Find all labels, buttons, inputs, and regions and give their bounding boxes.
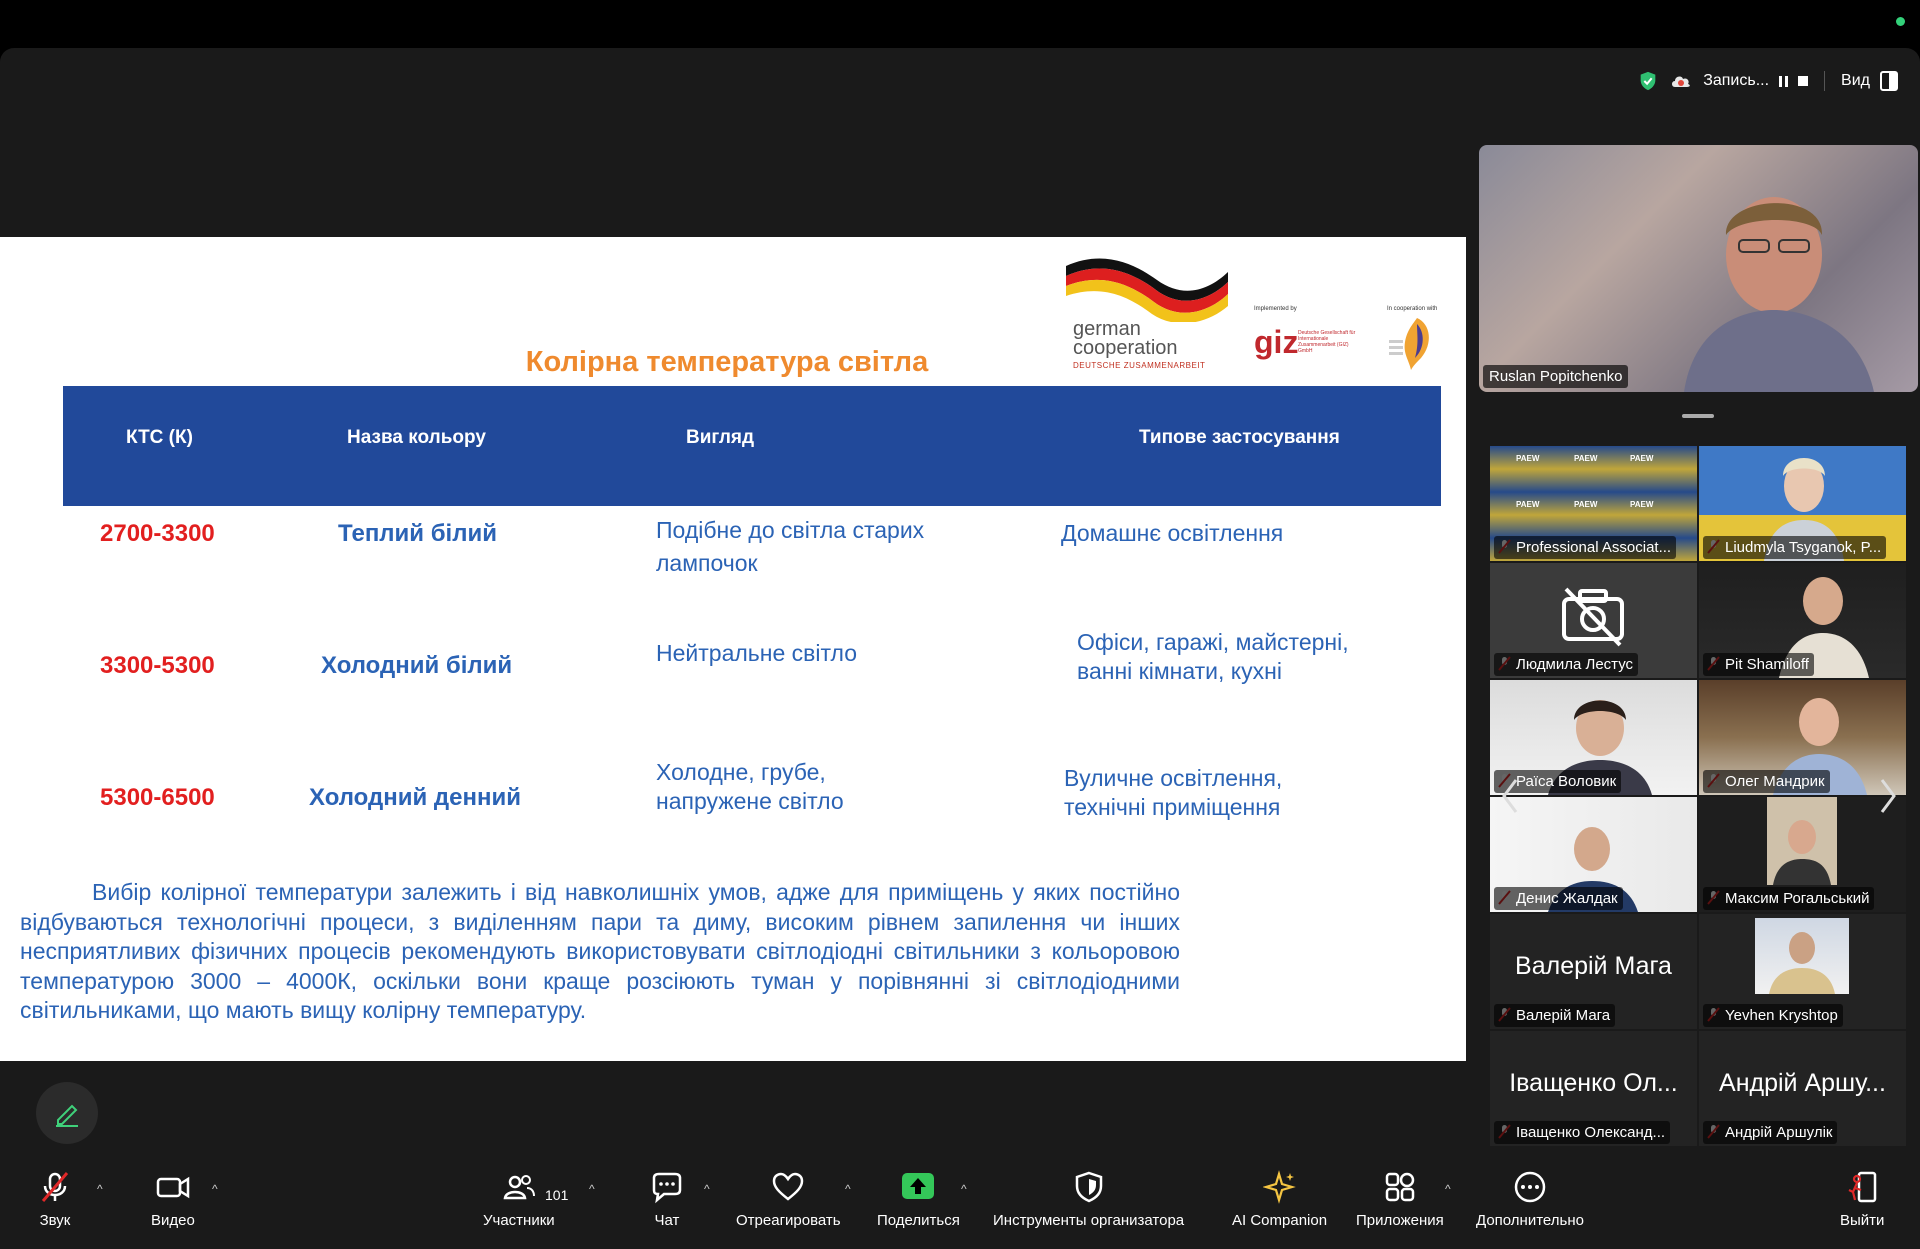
chat-button[interactable] [650,1170,684,1229]
participant-name: Pit Shamiloff [1703,653,1814,676]
topbar-divider [1824,71,1825,91]
leave-door-icon [1845,1170,1879,1204]
participant-tile[interactable] [1699,446,1906,561]
in-cooperation-text: In cooperation with [1387,306,1438,312]
view-grid-icon[interactable] [1880,71,1898,91]
shared-screen-slide [0,237,1466,1061]
more-dots-icon [1513,1170,1547,1204]
more-button[interactable] [1476,1170,1584,1229]
share-label: Поделиться [877,1212,960,1229]
participant-display-name: Іващенко Ол... [1509,1069,1678,1097]
more-label: Дополнительно [1476,1212,1584,1229]
participants-label: Участники [483,1212,555,1229]
ai-sparkle-icon [1263,1170,1297,1204]
annotate-button[interactable] [36,1082,98,1144]
participant-display-name: Андрій Аршу... [1719,1069,1886,1097]
share-options-chevron-icon[interactable]: ^ [961,1182,967,1196]
participant-silhouette-icon [1767,797,1837,885]
table-row-usage: Офіси, гаражі, майстерні, ванні кімнати, кухні [1077,629,1349,684]
participants-options-chevron-icon[interactable]: ^ [589,1182,595,1196]
giz-logo-text: giz [1254,324,1299,360]
partner-logos [1062,252,1452,370]
active-speaker-video[interactable] [1479,145,1918,392]
react-button[interactable] [736,1170,841,1229]
video-frame [1767,797,1837,885]
table-row-look: Холодне, грубе, напружене світло [656,759,844,814]
paew-logo-text: PAEW [1630,500,1654,509]
gallery-prev-arrow-icon[interactable] [1500,776,1520,816]
react-options-chevron-icon[interactable]: ^ [845,1182,851,1196]
host-tools-button[interactable] [993,1170,1184,1229]
participant-name: Денис Жалдак [1494,887,1623,910]
table-row-look: Нейтральне світло [656,640,857,666]
col-header-usage: Типове застосування [1139,427,1340,448]
table-row-name: Холодний денний [309,784,522,811]
participant-name: Людмила Лестус [1494,653,1638,676]
participant-tile[interactable] [1490,446,1697,561]
paew-logo-text: PAEW [1574,454,1598,463]
giz-description: Deutsche Gesellschaft für Internationale Zusammenarbeit (GIZ) GmbH [1298,330,1356,354]
video-label: Видео [151,1212,195,1229]
leave-button[interactable] [1840,1170,1884,1229]
col-header-color-name: Назва кольору [347,427,486,448]
participant-tile[interactable] [1699,680,1906,795]
table-row-look: Подібне до світла старих лампочок [656,517,925,576]
german-flag-logo-icon [1062,252,1232,322]
table-row-kts: 2700-3300 [100,520,215,547]
participant-name: Professional Associat... [1494,536,1676,559]
stop-recording-icon[interactable] [1798,76,1808,86]
col-header-kts: КТС (К) [126,427,193,448]
participant-name: Іващенко Олександ... [1494,1121,1670,1144]
participant-tile[interactable] [1699,914,1906,1029]
share-button[interactable] [877,1170,960,1229]
participant-name: Олег Мандрик [1703,770,1830,793]
participant-tile[interactable] [1490,914,1697,1029]
security-shield-icon[interactable] [1637,70,1659,92]
paew-logo-text: PAEW [1574,500,1598,509]
video-frame [1755,918,1849,994]
panel-drag-handle[interactable] [1682,414,1714,418]
slide-paragraph: Вибір колірної температури залежить і від навколишніх умов, адже для приміщень у яких постійно відбуваються технологічні процеси, з виділенням пари та диму, високим рівнем запилення чи інших несприятливих фізичних процесів рекомендують використовувати світлодіодні світильники з кольоровою температурою 3000 – 4000К, оскільки вони краще розсіюють туман у порівнянні зі світлодіодними світильниками, що мають вищу колірну температуру. [20,879,1180,1023]
leave-label: Выйти [1840,1212,1885,1229]
speaker-name-tag: Ruslan Popitchenko [1483,365,1628,388]
paew-logo-text: PAEW [1516,500,1540,509]
col-header-appearance: Вигляд [686,427,755,448]
view-button[interactable]: Вид [1841,72,1870,89]
status-indicator [1896,17,1905,26]
muted-microphone-icon [38,1170,72,1204]
video-camera-icon [155,1170,191,1204]
recording-label[interactable]: Запись... [1703,72,1770,89]
participant-name: Максим Рогальський [1703,887,1874,910]
participant-name: Валерій Мага [1494,1004,1615,1027]
apps-button[interactable] [1356,1170,1444,1229]
ai-companion-button[interactable] [1232,1170,1327,1229]
video-options-chevron-icon[interactable]: ^ [212,1182,218,1196]
participant-tile[interactable] [1490,563,1697,678]
german-cooperation-text: german cooperation [1073,318,1178,359]
participants-count: 101 [545,1187,569,1203]
pencil-icon [52,1098,82,1128]
table-row-kts: 5300-6500 [100,784,215,811]
meeting-toolbar [0,1160,1920,1249]
host-shield-icon [1072,1170,1106,1204]
heart-icon [771,1170,805,1204]
participant-name: Андрій Аршулік [1703,1121,1837,1144]
audio-options-chevron-icon[interactable]: ^ [97,1182,103,1196]
gc-subtitle: DEUTSCHE ZUSAMMENARBEIT [1073,361,1206,370]
audio-button[interactable] [38,1170,72,1229]
participants-button[interactable] [483,1170,555,1229]
table-row-usage: Вуличне освітлення, технічні приміщення [1064,765,1283,820]
participant-tile[interactable] [1490,1031,1697,1146]
participant-tile[interactable] [1699,797,1906,912]
chat-label: Чат [654,1212,680,1229]
participant-tile[interactable] [1699,1031,1906,1146]
table-header [63,386,1441,506]
participant-silhouette-icon [1755,918,1849,994]
react-label: Отреагировать [736,1212,841,1229]
chat-options-chevron-icon[interactable]: ^ [704,1182,710,1196]
apps-icon [1383,1170,1417,1204]
slide-title: Колірна температура світла [525,346,929,378]
cloud-recording-icon [1669,72,1693,90]
host-tools-label: Инструменты организатора [993,1212,1185,1229]
participant-display-name: Валерій Мага [1515,952,1672,980]
table-row-name: Теплий білий [338,520,497,547]
table-row-name: Холодний білий [321,652,513,679]
chat-bubble-icon [650,1170,684,1204]
participant-tile[interactable] [1490,680,1697,795]
apps-label: Приложения [1356,1212,1444,1229]
audio-label: Звук [39,1212,71,1229]
participant-tile[interactable] [1699,563,1906,678]
top-status-bar [1637,66,1898,96]
participant-tile[interactable] [1490,797,1697,912]
giz-implemented-by: Implemented by [1254,306,1297,312]
pause-recording-icon[interactable] [1779,76,1788,87]
camera-off-icon [1558,585,1628,649]
speaker-silhouette-icon [1684,185,1874,392]
video-button[interactable] [151,1170,195,1229]
apps-options-chevron-icon[interactable]: ^ [1445,1182,1451,1196]
table-row-kts: 3300-5300 [100,652,215,679]
participants-icon [502,1170,536,1204]
ai-companion-label: AI Companion [1232,1212,1328,1229]
share-screen-icon [901,1170,935,1204]
participant-name: Liudmyla Tsyganok, P... [1703,536,1886,559]
participant-name: Yevhen Kryshtop [1703,1004,1843,1027]
participant-name: Раїса Воловик [1494,770,1621,793]
paew-logo-text: PAEW [1516,454,1540,463]
table-row-usage: Домашнє освітлення [1061,520,1284,546]
gallery-next-arrow-icon[interactable] [1878,776,1898,816]
paew-logo-text: PAEW [1630,454,1654,463]
